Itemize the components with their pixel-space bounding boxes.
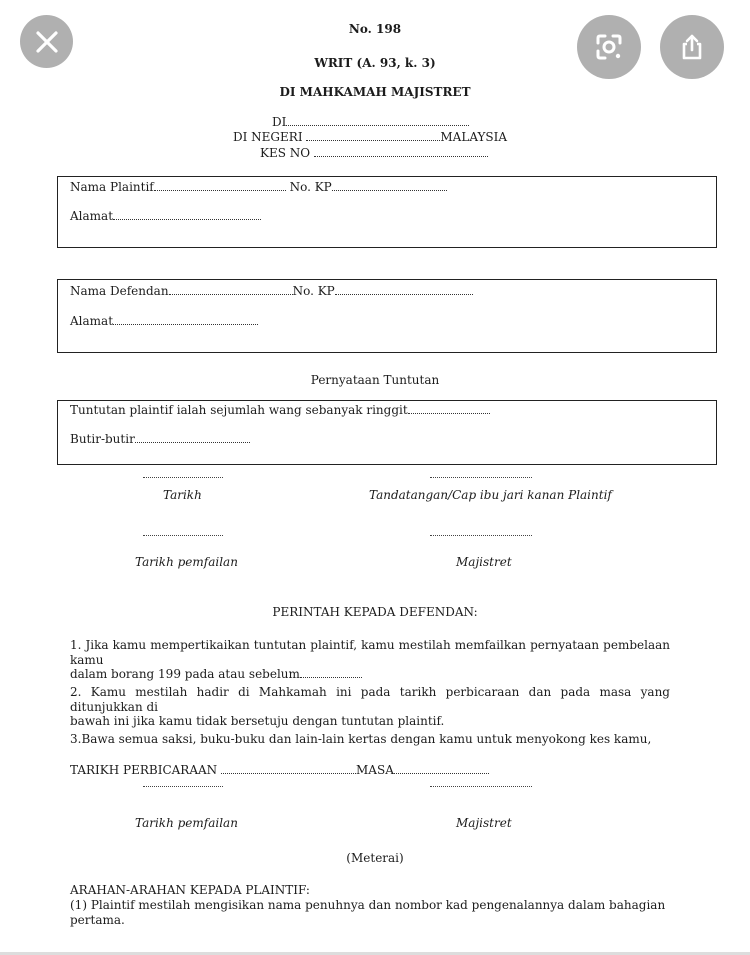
- plaintiff-address-label: Alamat: [70, 209, 114, 223]
- defendant-address-label: Alamat: [70, 314, 114, 328]
- magistrate-label-2: Majistret: [456, 816, 512, 830]
- magistrate-line: [430, 535, 532, 536]
- trial-date-row: [70, 763, 489, 777]
- claim-details-label: Butir-butir: [70, 432, 135, 446]
- order-p2-line1: 2. Kamu mestilah hadir di Mahkamah ini pada tarikh perbicaraan dan pada masa yang ditunjukkan di: [70, 685, 670, 714]
- filing-date-line: [143, 535, 223, 536]
- court-title: DI MAHKAMAH MAJISTRET: [279, 85, 471, 99]
- defendant-kp-label: No. KP: [292, 284, 335, 298]
- claim-details-row: [70, 432, 250, 446]
- instruction-1-line2: pertama.: [70, 912, 125, 927]
- form-number: No. 198: [348, 22, 402, 36]
- claim-box: [57, 400, 717, 465]
- order-paragraph-3: 3.Bawa semua saksi, buku-buku dan lain-lain kertas dengan kamu untuk menyokong kes kamu,: [70, 732, 652, 746]
- plaintiff-box: [57, 176, 717, 248]
- defendant-name-row: [70, 284, 473, 298]
- order-paragraph-1: [70, 638, 670, 682]
- claim-amount-row: [70, 403, 490, 417]
- order-paragraph-2: [70, 685, 670, 729]
- magistrate-label: Majistret: [456, 555, 512, 569]
- filing-date-label: Tarikh pemfailan: [135, 555, 238, 569]
- close-button[interactable]: [20, 15, 73, 68]
- defendant-address-row: [70, 314, 258, 328]
- lens-search-button[interactable]: [577, 15, 641, 79]
- claim-heading: Pernyataan Tuntutan: [310, 373, 440, 387]
- date-label: Tarikh: [163, 488, 202, 502]
- trial-date-label: TARIKH PERBICARAAN: [70, 763, 218, 777]
- share-button[interactable]: [660, 15, 724, 79]
- instructions-heading: ARAHAN-ARAHAN KEPADA PLAINTIF:: [70, 883, 310, 897]
- date-signature-line: [143, 477, 223, 478]
- order-p2-line2: bawah ini jika kamu tidak bersetuju dengan tuntutan plaintif.: [70, 714, 445, 728]
- di-field: [272, 115, 469, 129]
- filing-date-label-2: Tarikh pemfailan: [135, 816, 238, 830]
- plaintiff-signature-label: Tandatangan/Cap ibu jari kanan Plaintif: [369, 488, 612, 502]
- order-heading: PERINTAH KEPADA DEFENDAN:: [272, 605, 478, 619]
- share-icon: [677, 32, 707, 62]
- seal-label: (Meterai): [346, 851, 404, 865]
- magistrate-line-2: [430, 786, 532, 787]
- close-icon: [34, 29, 60, 55]
- plaintiff-name-label: Nama Plaintif: [70, 180, 154, 194]
- negeri-label: DI NEGERI: [233, 130, 303, 144]
- writ-reference: WRIT (A. 93, k. 3): [314, 56, 436, 70]
- defendant-name-label: Nama Defendan: [70, 284, 169, 298]
- lens-icon: [594, 32, 624, 62]
- order-p1-line1: 1. Jika kamu mempertikaikan tuntutan plaintif, kamu mestilah memfailkan pernyataan pembelaan kamu: [70, 638, 670, 667]
- instruction-1-line1: (1) Plaintif mestilah mengisikan nama penuhnya dan nombor kad pengenalannya dalam bahagian: [70, 898, 666, 912]
- plaintiff-kp-label: No. KP: [289, 180, 332, 194]
- plaintiff-signature-line: [430, 477, 532, 478]
- defendant-box: [57, 279, 717, 353]
- claim-amount-label: Tuntutan plaintif ialah sejumlah wang sebanyak ringgit: [70, 403, 408, 417]
- time-label: MASA: [356, 763, 394, 777]
- kes-no-field: [260, 146, 488, 160]
- instruction-1: [70, 898, 670, 927]
- malaysia-label: MALAYSIA: [440, 130, 508, 144]
- order-p1-line2: dalam borang 199 pada atau sebelum: [70, 667, 670, 682]
- negeri-field: [233, 130, 507, 144]
- plaintiff-name-row: [70, 180, 447, 194]
- filing-date-line-2: [143, 786, 223, 787]
- kes-no-label: KES NO: [260, 146, 311, 160]
- plaintiff-address-row: [70, 209, 261, 223]
- di-label: DI: [272, 115, 287, 129]
